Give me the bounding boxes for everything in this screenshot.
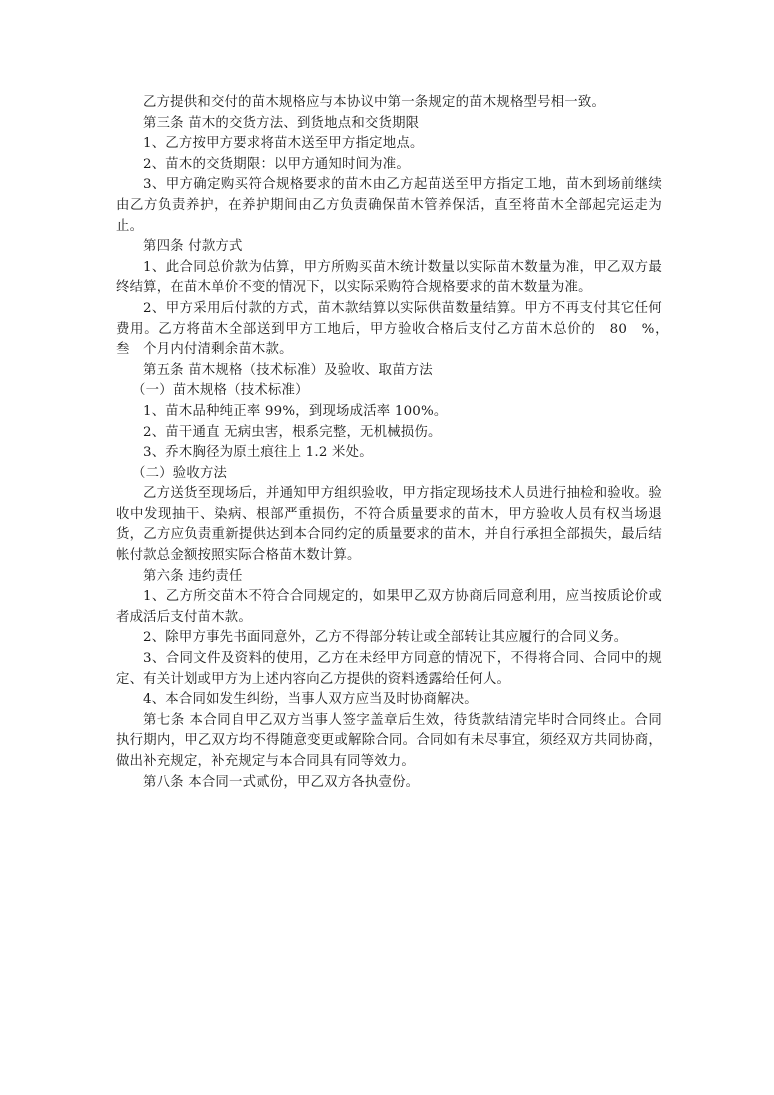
contract-body	[116, 93, 676, 793]
article-5-spec-item-2: 2、苗干通直 无病虫害，根系完整，无机械损伤。	[143, 424, 442, 440]
article-4-item-2: 2、甲方采用后付款的方式，苗木款结算以实际供苗数量结算。甲方不再支付其它任何费用。乙方将苗木全部送到甲方工地后，甲方验收合格后支付乙方苗木总价的 80 %， 叁 个月内付清剩余苗木款。	[116, 300, 676, 358]
paragraph-spec-consistency: 乙方提供和交付的苗木规格应与本协议中第一条规定的苗木规格型号相一致。	[143, 95, 606, 110]
article-6-item-4: 4、本合同如发生纠纷，当事人双方应当及时协商解决。	[143, 692, 478, 708]
article-5-spec-item-3: 3、乔木胸径为原土痕往上 1.2 米处。	[143, 445, 373, 461]
article-5-acceptance-text: 乙方送货至现场后，并通知甲方组织验收，甲方指定现场技术人员进行抽检和验收。验收中发现抽干、染病、根部严重损伤，不符合质量要求的苗木，甲方验收人员有权当场退货，乙方应负责重新提供达到本合同约定的质量要求的苗木，并自行承担全部损失，最后结帐付款总金额按照实际合格苗木数计算。	[116, 486, 662, 564]
article-4-item-1: 1、此合同总价款为估算，甲方所购买苗木统计数量以实际苗木数量为准，甲乙双方最终结算，在苗木单价不变的情况下，以实际采购符合规格要求的苗木数量为准。	[116, 259, 662, 296]
article-3-item-1: 1、乙方按甲方要求将苗木送至甲方指定地点。	[143, 136, 424, 152]
article-8-text: 第八条 本合同一式贰份，甲乙双方各执壹份。	[143, 774, 420, 790]
article-6-heading: 第六条 违约责任	[143, 568, 243, 584]
article-5-section-1-heading: （一）苗木规格（技术标准）	[132, 383, 309, 399]
article-5-section-2-heading: （二）验收方法	[132, 465, 228, 481]
article-6-item-3: 3、合同文件及资料的使用，乙方在未经甲方同意的情况下，不得将合同、合同中的规定、有关计划或甲方为上述内容向乙方提供的资料透露给任何人。	[116, 651, 662, 687]
article-6-item-1: 1、乙方所交苗木不符合合同规定的，如果甲乙双方协商后同意利用，应当按质论价或者成活后支付苗木款。	[116, 589, 662, 625]
article-6-item-2: 2、除甲方事先书面同意外，乙方不得部分转让或全部转让其应履行的合同义务。	[143, 630, 628, 646]
article-5-heading: 第五条 苗木规格（技术标准）及验收、取苗方法	[143, 362, 433, 378]
article-5-spec-item-1: 1、苗木品种纯正率 99%，到现场成活率 100%。	[143, 403, 448, 419]
article-3-item-3: 3、甲方确定购买符合规格要求的苗木由乙方起苗送至甲方指定工地，苗木到场前继续由乙方负责养护，在养护期间由乙方负责确保苗木管养保活，直至将苗木全部起完运走为止。	[116, 177, 662, 234]
article-4-heading: 第四条 付款方式	[143, 239, 243, 255]
article-7-text: 第七条 本合同自甲乙双方当事人签字盖章后生效，待货款结清完毕时合同终止。合同执行期内，甲乙双方均不得随意变更或解除合同。合同如有未尽事宜，须经双方共同协商，做出补充规定，补充规定与本合同具有同等效力。	[116, 712, 662, 769]
article-3-heading: 第三条 苗木的交货方法、到货地点和交货期限	[143, 115, 420, 131]
article-3-item-2: 2、苗木的交货期限：以甲方通知时间为准。	[143, 156, 410, 172]
